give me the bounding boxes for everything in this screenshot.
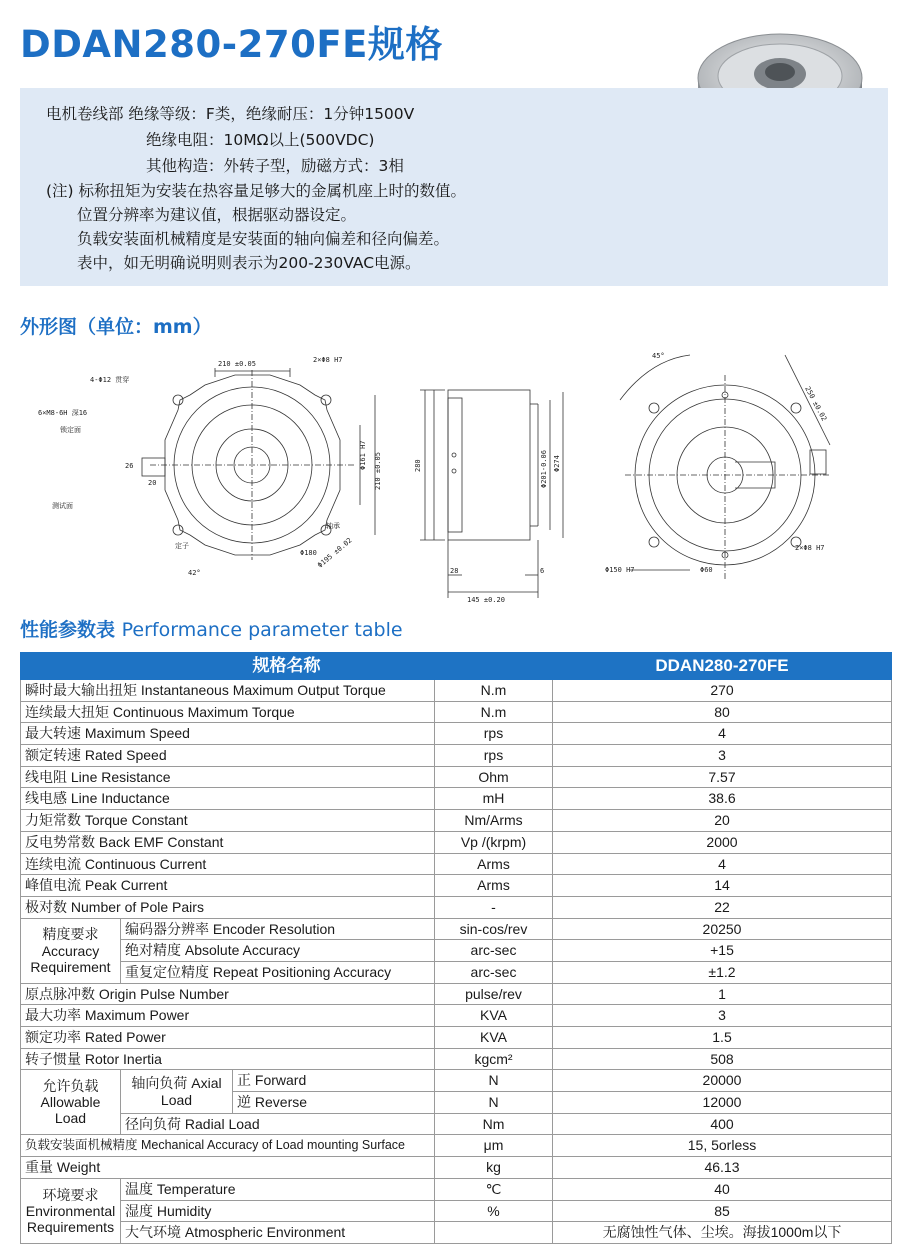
spec-notes-box [20, 88, 888, 286]
table-row [21, 788, 892, 810]
row-value: 400 [553, 1113, 892, 1135]
row-unit: ℃ [435, 1178, 553, 1200]
row-unit: kgcm² [435, 1048, 553, 1070]
outline-drawings [30, 340, 870, 610]
row-name: 重量 Weight [21, 1157, 435, 1179]
performance-table [20, 652, 892, 1244]
row-name: 反电势常数 Back EMF Constant [21, 831, 435, 853]
row-name: 逆 Reverse [233, 1092, 435, 1114]
dim-front-angle: 42° [188, 569, 201, 577]
row-unit: rps [435, 745, 553, 767]
row-name: 最大转速 Maximum Speed [21, 723, 435, 745]
dim-rear-angle: 45° [652, 352, 665, 360]
row-unit: Nm [435, 1113, 553, 1135]
row-unit: Nm/Arms [435, 810, 553, 832]
table-row [21, 896, 892, 918]
row-name: 瞬时最大输出扭矩 Instantaneous Maximum Output Torque [21, 680, 435, 702]
group-load: 允许负载 Allowable Load [21, 1070, 121, 1135]
page-title: DDAN280-270FE规格 [20, 23, 443, 66]
row-value: 14 [553, 875, 892, 897]
row-name: 极对数 Number of Pole Pairs [21, 896, 435, 918]
spec-line-note-power: 表中，如无明确说明则表示为200-230VAC电源。 [77, 254, 421, 272]
group-accuracy: 精度要求 Accuracy Requirement [21, 918, 121, 983]
table-row [21, 875, 892, 897]
row-value: 20 [553, 810, 892, 832]
table-row [21, 1027, 892, 1049]
table-row [21, 1178, 892, 1200]
table-header [21, 653, 892, 680]
row-name: 峰值电流 Peak Current [21, 875, 435, 897]
perf-heading [20, 615, 403, 642]
spec-line-note-accuracy: 负载安装面机械精度是安装面的轴向偏差和径向偏差。 [77, 230, 450, 248]
dim-side-flange: 28 [450, 567, 459, 575]
row-value: 20000 [553, 1070, 892, 1092]
table-row [21, 745, 892, 767]
row-value: 40 [553, 1178, 892, 1200]
dim-front-key: 20 [148, 479, 157, 487]
row-unit [435, 1222, 553, 1244]
row-name: 负载安装面机械精度 Mechanical Accuracy of Load mounting Surface [21, 1135, 435, 1157]
row-unit: arc-sec [435, 961, 553, 983]
row-unit: Ohm [435, 766, 553, 788]
table-row [21, 1048, 892, 1070]
dim-front-dia: Φ195 ±0.02 [316, 536, 354, 570]
spec-line-structure: 其他构造：外转子型，励磁方式：3相 [146, 157, 404, 175]
perf-heading-en: Performance parameter table [121, 619, 403, 641]
row-unit: N [435, 1070, 553, 1092]
row-value: +15 [553, 940, 892, 962]
dim-front-stator: 定子 [175, 542, 189, 550]
row-value: 无腐蚀性气体、尘埃。海拔1000m以下 [553, 1222, 892, 1244]
table-row [21, 1222, 892, 1244]
dim-front-keyh: 26 [125, 462, 134, 470]
dim-rear-bore: Φ150 H7 [605, 566, 635, 574]
spec-line-winding: 电机卷线部 绝缘等级：F类，绝缘耐压：1分钟1500V [46, 105, 415, 123]
row-unit: KVA [435, 1005, 553, 1027]
dim-side-height: 280 [414, 459, 422, 472]
dim-front-width: 210 ±0.05 [218, 360, 256, 368]
row-name: 正 Forward [233, 1070, 435, 1092]
table-row [21, 1200, 892, 1222]
table-row [21, 701, 892, 723]
row-unit: - [435, 896, 553, 918]
row-value: 1.5 [553, 1027, 892, 1049]
row-value: 22 [553, 896, 892, 918]
row-unit: rps [435, 723, 553, 745]
row-value: ±1.2 [553, 961, 892, 983]
row-name: 额定转速 Rated Speed [21, 745, 435, 767]
row-unit: N.m [435, 701, 553, 723]
row-unit: mH [435, 788, 553, 810]
row-unit: Arms [435, 875, 553, 897]
row-unit: kg [435, 1157, 553, 1179]
group-axial-load: 轴向负荷 Axial Load [121, 1070, 233, 1113]
table-row [21, 831, 892, 853]
spec-line-note-torque: (注) 标称扭矩为安装在热容量足够大的金属机座上时的数值。 [46, 182, 467, 200]
row-name: 编码器分辨率 Encoder Resolution [121, 918, 435, 940]
row-unit: sin-cos/rev [435, 918, 553, 940]
row-value: 12000 [553, 1092, 892, 1114]
row-unit: Arms [435, 853, 553, 875]
dim-side-shaft: Φ201-0.06 [540, 450, 548, 488]
row-unit: Vp /(krpm) [435, 831, 553, 853]
row-name: 转子惯量 Rotor Inertia [21, 1048, 435, 1070]
row-value: 38.6 [553, 788, 892, 810]
row-name: 重复定位精度 Repeat Positioning Accuracy [121, 961, 435, 983]
row-name: 温度 Temperature [121, 1178, 435, 1200]
row-unit: μm [435, 1135, 553, 1157]
dim-side-length: 145 ±0.20 [467, 596, 505, 604]
row-value: 46.13 [553, 1157, 892, 1179]
row-unit: % [435, 1200, 553, 1222]
perf-heading-cn: 性能参数表 [20, 619, 116, 641]
dim-front-thread: 6×M8-6H 深16 [38, 409, 88, 417]
row-name: 连续电流 Continuous Current [21, 853, 435, 875]
spec-line-resistance: 绝缘电阻：10MΩ以上(500VDC) [146, 131, 375, 149]
table-row [21, 1113, 892, 1135]
row-name: 湿度 Humidity [121, 1200, 435, 1222]
front-view [142, 368, 375, 560]
table-row [21, 723, 892, 745]
row-name: 大气环境 Atmospheric Environment [121, 1222, 435, 1244]
table-row [21, 1135, 892, 1157]
row-name: 径向负荷 Radial Load [121, 1113, 435, 1135]
table-row [21, 1070, 892, 1092]
dim-front-test: 测试面 [52, 502, 73, 510]
table-row [21, 1157, 892, 1179]
table-row [21, 961, 892, 983]
row-value: 1 [553, 983, 892, 1005]
dim-rear-hub: Φ60 [700, 566, 713, 574]
dim-side-outer: Φ274 [553, 455, 561, 472]
header-spec: 规格名称 [21, 653, 553, 680]
row-name: 线电阻 Line Resistance [21, 766, 435, 788]
row-unit: N [435, 1092, 553, 1114]
row-value: 508 [553, 1048, 892, 1070]
outline-heading: 外形图（单位：mm） [20, 316, 212, 338]
row-unit: KVA [435, 1027, 553, 1049]
row-unit: pulse/rev [435, 983, 553, 1005]
dim-rear-pin: 2×Φ8 H7 [795, 544, 825, 552]
table-row [21, 680, 892, 702]
table-row [21, 810, 892, 832]
row-name: 原点脉冲数 Origin Pulse Number [21, 983, 435, 1005]
header-model: DDAN280-270FE [553, 653, 892, 680]
row-name: 额定功率 Rated Power [21, 1027, 435, 1049]
group-environment: 环境要求 Environmental Requirements [21, 1178, 121, 1243]
table-row [21, 983, 892, 1005]
dim-front-height: 210 ±0.05 [374, 452, 382, 490]
row-value: 3 [553, 745, 892, 767]
row-name: 连续最大扭矩 Continuous Maximum Torque [21, 701, 435, 723]
row-value: 4 [553, 853, 892, 875]
row-value: 15, 5orless [553, 1135, 892, 1157]
row-value: 7.57 [553, 766, 892, 788]
row-name: 力矩常数 Torque Constant [21, 810, 435, 832]
dim-rear-dia: 250 ±0.02 [803, 385, 829, 423]
row-value: 20250 [553, 918, 892, 940]
table-row [21, 766, 892, 788]
table-row [21, 1005, 892, 1027]
table-row [21, 940, 892, 962]
dim-front-pcd: Φ180 [300, 549, 317, 557]
dim-front-lock: 锁定面 [60, 426, 81, 434]
row-unit: N.m [435, 680, 553, 702]
row-value: 4 [553, 723, 892, 745]
row-value: 270 [553, 680, 892, 702]
dim-side-step: 6 [540, 567, 545, 575]
spec-line-note-resolution: 位置分辨率为建议值，根据驱动器设定。 [77, 206, 357, 224]
dim-front-bore: Φ161 H7 [359, 440, 367, 470]
row-value: 2000 [553, 831, 892, 853]
dim-front-pin: 2×Φ8 H7 [313, 356, 343, 364]
dim-front-through: 4-Φ12 贯穿 [90, 376, 130, 384]
row-name: 最大功率 Maximum Power [21, 1005, 435, 1027]
row-value: 85 [553, 1200, 892, 1222]
table-row [21, 853, 892, 875]
row-unit: arc-sec [435, 940, 553, 962]
row-value: 80 [553, 701, 892, 723]
dim-front-bearing: 轴承 [326, 522, 340, 530]
row-value: 3 [553, 1005, 892, 1027]
table-row [21, 918, 892, 940]
row-name: 绝对精度 Absolute Accuracy [121, 940, 435, 962]
row-name: 线电感 Line Inductance [21, 788, 435, 810]
